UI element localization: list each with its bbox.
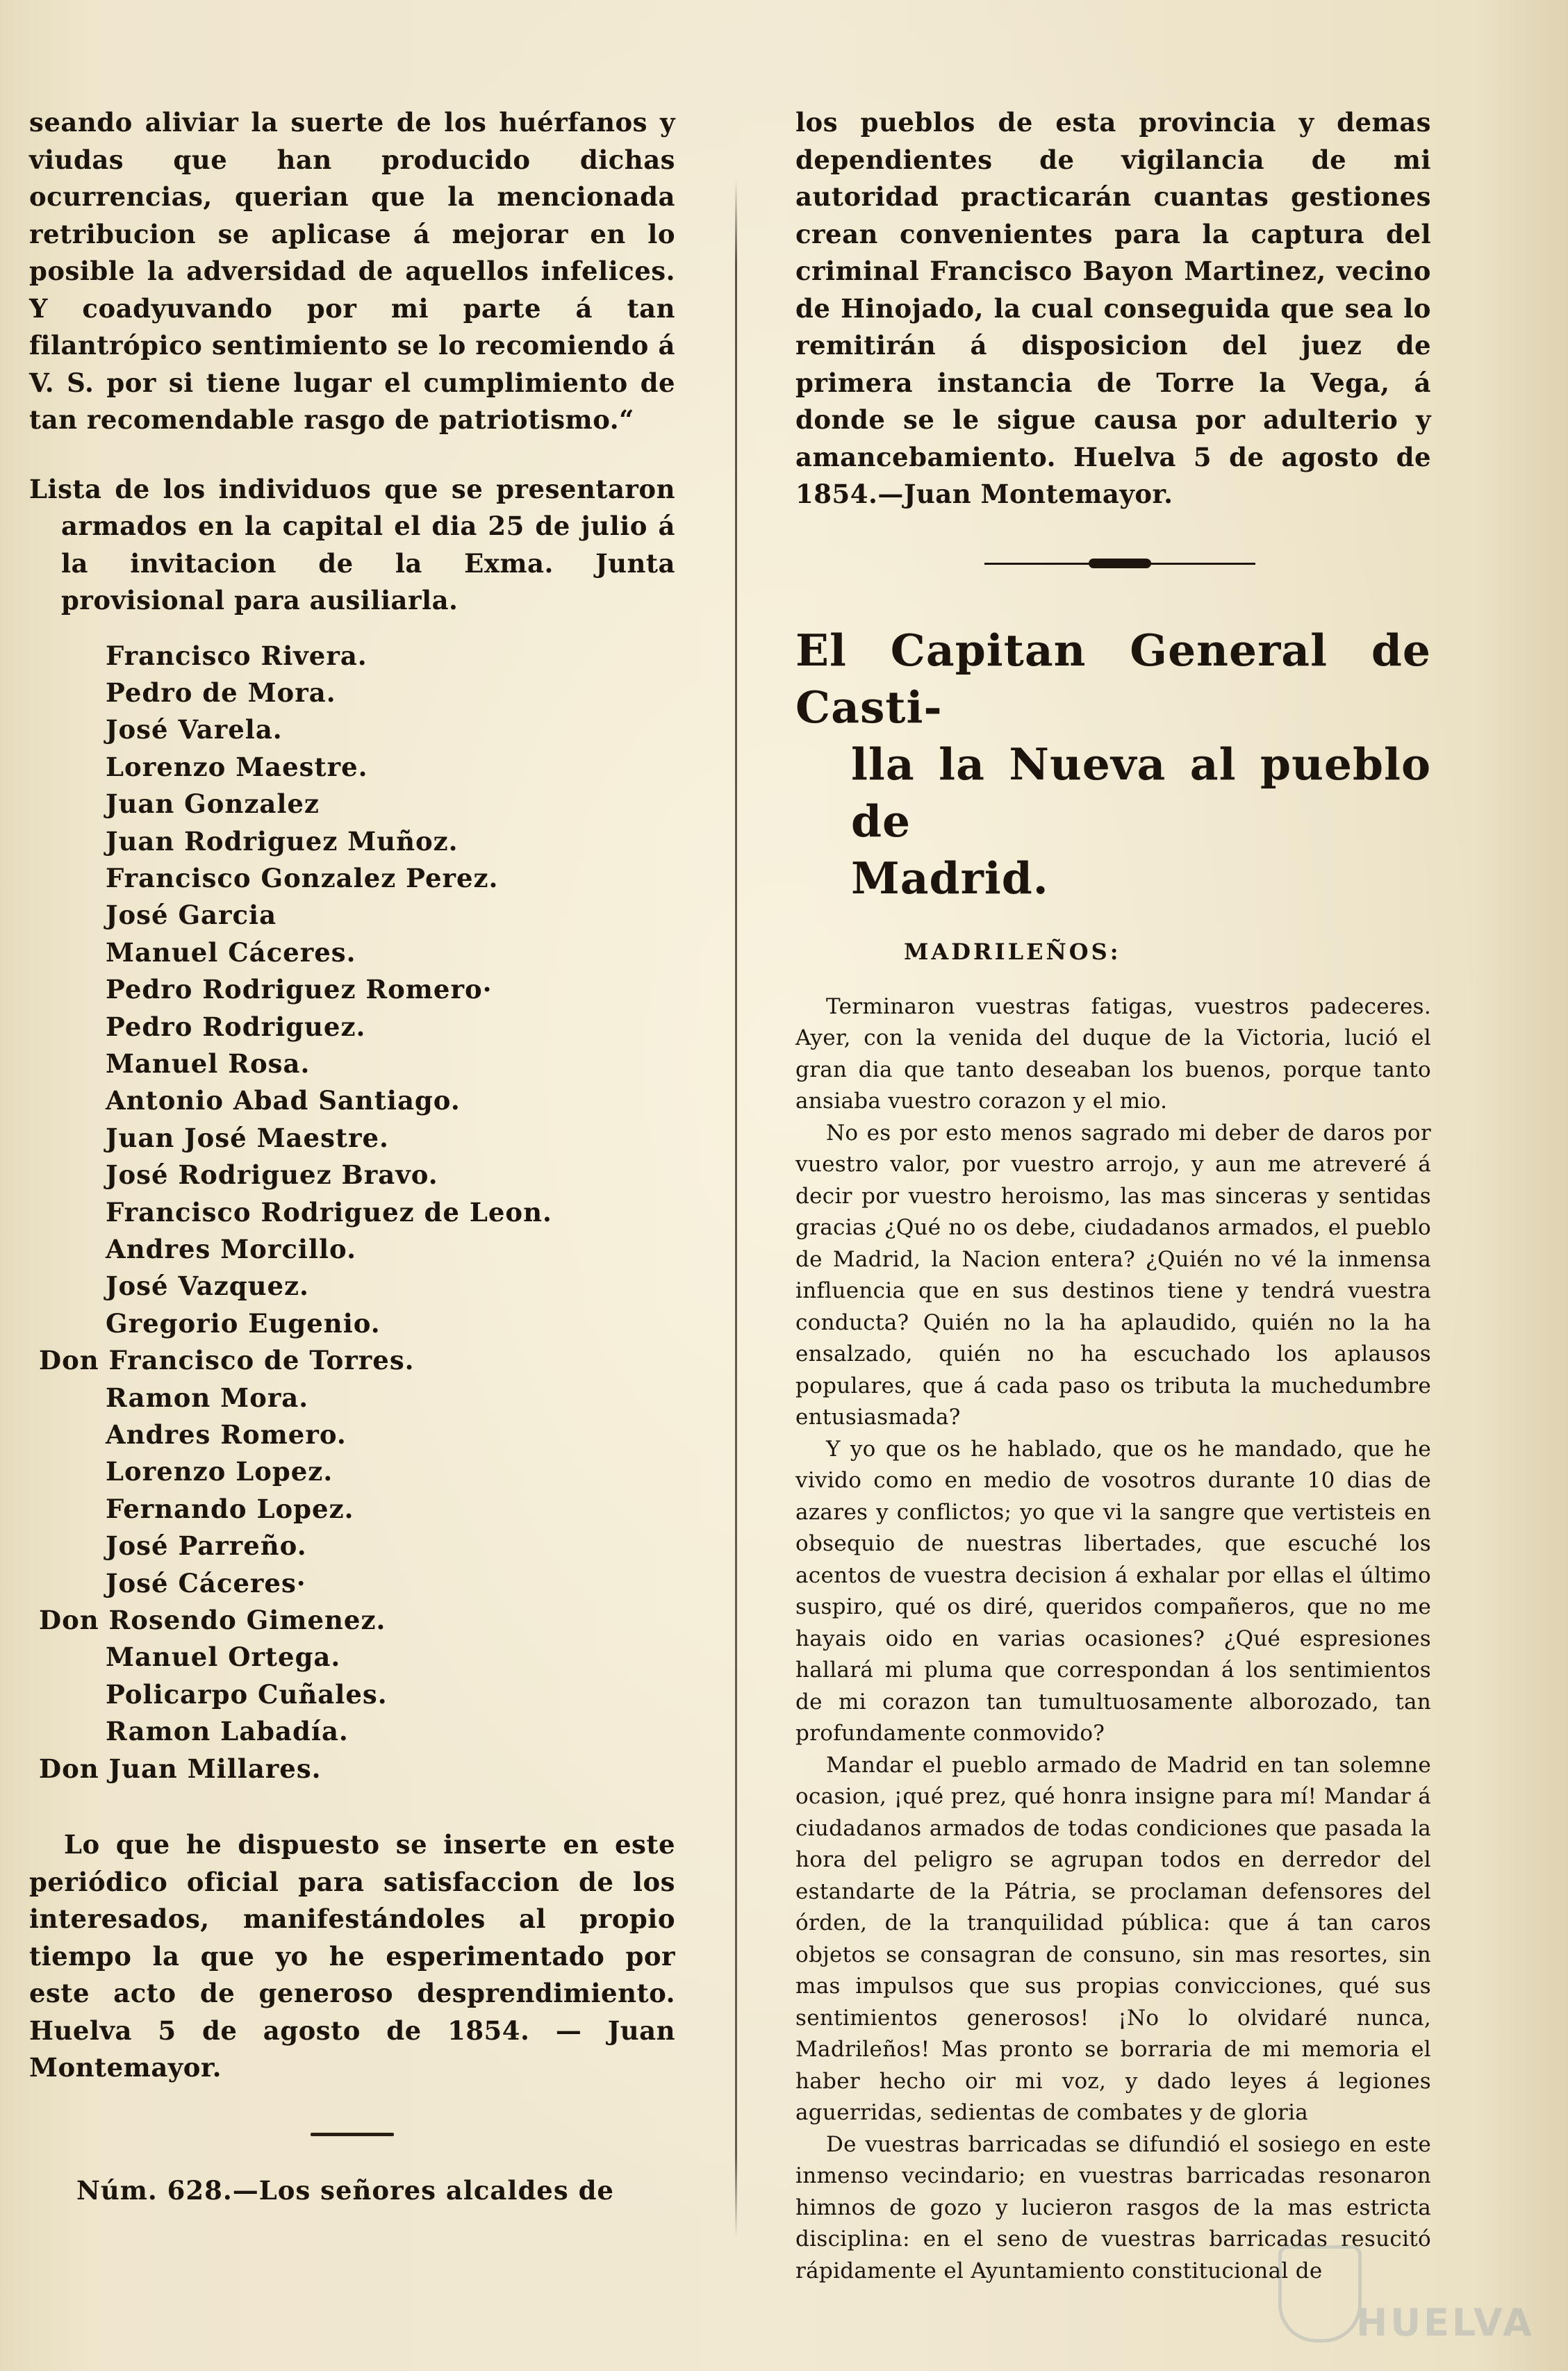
headline-line: lla la Nueva al pueblo de <box>851 738 1431 847</box>
divider-ornament <box>1089 559 1151 568</box>
article-headline <box>795 622 1431 907</box>
body-paragraph: Terminaron vuestras fatigas, vuestros padeceres. Ayer, con la venida del duque de la Victoria, lució el gran dia que tanto deseaban los buenos, porque tanto ansiaba vuestro corazon y el mio. <box>795 993 1431 1114</box>
member-list-item: José Garcia <box>106 900 277 931</box>
member-list-item: Lorenzo Maestre. <box>106 751 368 782</box>
member-list-item: José Vazquez. <box>106 1271 309 1302</box>
opening-paragraph: seando aliviar la suerte de los huérfanos y viudas que han producido dichas ocurrencias, querian que la mencionada retribucion se aplicase á mejorar en lo posible la adversidad de aquellos infelices. Y coadyuvando por mi parte á tan filantrópico sentimiento se lo recomiendo á V. S. por si tiene lugar el cumplimiento de tan recomendable rasgo de patriotismo.“ <box>29 107 675 435</box>
member-list-item: Francisco Rivera. <box>106 640 368 671</box>
member-list-item: Don Juan Millares. <box>39 1753 322 1784</box>
ornamental-divider <box>984 558 1255 569</box>
body-paragraph: Y yo que os he hablado, que os he mandado, que he vivido como en medio de vosotros durante 10 dias de azares y conflictos; yo que vi la sangre que vertisteis en obsequio de nuestras libertades, que escuché los acentos de vuestra decision á exhalar por ellas el último suspiro, qué os diré, queridos compañeros, que no me hayais oido en varias ocasiones? ¿Qué espresiones hallará mi pluma que correspondan á los sentimientos de mi corazon tan tumultuosamente alborozado, tan profundamente conmovido? <box>795 1436 1431 1746</box>
member-list-item: José Rodriguez Bravo. <box>106 1159 438 1191</box>
member-list-item: Policarpo Cuñales. <box>106 1678 388 1710</box>
section-rule <box>311 2133 394 2136</box>
member-list-item: Manuel Ortega. <box>106 1642 341 1673</box>
member-list-item: Lorenzo Lopez. <box>106 1456 333 1487</box>
member-list-item: Don Rosendo Gimenez. <box>39 1605 386 1636</box>
member-list-item: Don Francisco de Torres. <box>39 1345 415 1376</box>
member-list-item: Ramon Mora. <box>106 1382 309 1413</box>
member-list-item: José Parreño. <box>106 1530 307 1562</box>
member-list-item: Francisco Gonzalez Perez. <box>106 862 499 893</box>
member-list-item: Antonio Abad Santiago. <box>106 1085 461 1116</box>
closing-paragraph: Lo que he dispuesto se inserte en este periódico oficial para satisfaccion de los interesados, manifestándoles al propio tiempo la que yo he esperimentado por este acto de generoso desprendimiento. Huelva 5 de agosto de 1854. — Juan Montemayor. <box>29 1829 675 2083</box>
headline-line: Madrid. <box>851 852 1049 904</box>
member-list-item: Juan José Maestre. <box>106 1122 389 1153</box>
left-column <box>29 104 675 2209</box>
member-list-item: Ramon Labadía. <box>106 1716 349 1747</box>
archive-watermark <box>1273 2245 1535 2349</box>
member-list-item: Francisco Rodriguez de Leon. <box>106 1196 552 1228</box>
member-list-item: José Cáceres· <box>106 1567 306 1598</box>
numbered-notice-start: Núm. 628.—Los señores alcaldes de <box>76 2174 614 2206</box>
member-list-item: Juan Gonzalez <box>106 788 320 820</box>
member-list-item: Juan Rodriguez Muñoz. <box>106 825 459 857</box>
right-column <box>795 104 1431 2287</box>
member-list-item: Pedro Rodriguez Romero· <box>106 974 493 1005</box>
watermark-text: HUELVA <box>1356 2301 1535 2345</box>
member-list-item: Andres Romero. <box>106 1419 347 1451</box>
member-list <box>29 638 675 1788</box>
column-divider <box>735 181 737 2237</box>
member-list-item: Gregorio Eugenio. <box>106 1307 381 1339</box>
body-paragraph: No es por esto menos sagrado mi deber de daros por vuestro valor, por vuestro arrojo, y aun me atreveré á decir por vuestro heroismo, las mas sinceras y sentidas gracias ¿Qué no os debe, ciudadanos armados, el pueblo de Madrid, la Nacion entera? ¿Quién no vé la inmensa influencia que en sus destinos tiene y tendrá vuestra conducta? Quién no la ha aplaudido, quién no la ha ensalzado, quién no ha escuchado los aplausos populares, que á cada paso os tributa la muchedumbre entusiasmada? <box>795 1120 1431 1430</box>
salutation: MADRILEÑOS: <box>904 938 1121 965</box>
member-list-item: Andres Morcillo. <box>106 1234 356 1264</box>
body-paragraph: De vuestras barricadas se difundió el sosiego en este inmenso vecindario; en vuestras barricadas resonaron himnos de gozo y lucieron rasgos de la mas estricta disciplina: en el seno de vuestras barricadas resucitó rápidamente el Ayuntamiento constitucional de <box>795 2131 1431 2283</box>
member-list-item: José Varela. <box>106 714 283 745</box>
member-list-item: Pedro Rodriguez. <box>106 1011 366 1042</box>
member-list-item: Manuel Cáceres. <box>106 936 356 968</box>
body-paragraph: Mandar el pueblo armado de Madrid en tan solemne ocasion, ¡qué prez, qué honra insigne para mí! Mandar á ciudadanos armados de todas condiciones que pasada la hora del peligro se agrupan todos en derredor del estandarte de la Pátria, se proclaman defensores del órden, de la tranquilidad pública: que á tan caros objetos se consagran de consuno, sin mas resortes, sin mas impulsos que sus propias convicciones, qué sus sentimientos generosos! ¡No lo olvidaré nunca, Madrileños! Mas pronto se borraria de mi memoria el haber hecho oir mi voz, y dado leyes á legiones aguerridas, sedientas de combates y de gloria <box>795 1752 1431 2125</box>
member-list-item: Fernando Lopez. <box>106 1493 354 1524</box>
headline-line: El Capitan General de Casti- <box>795 624 1431 733</box>
member-list-item: Pedro de Mora. <box>106 677 336 708</box>
member-list-item: Manuel Rosa. <box>106 1048 311 1079</box>
member-list-intro: Lista de los individuos que se presentaron armados en la capital el dia 25 de julio á la invitacion de la Exma. Junta provisional para ausiliarla. <box>29 473 675 616</box>
continuation-paragraph: los pueblos de esta provincia y demas dependientes de vigilancia de mi autoridad practicarán cuantas gestiones crean convenientes para la captura del criminal Francisco Bayon Martinez, vecino de Hinojado, la cual conseguida que sea lo remitirán á disposicion del juez de primera instancia de Torre la Vega, á donde se le sigue causa por adulterio y amancebamiento. Huelva 5 de agosto de 1854.—Juan Montemayor. <box>795 107 1431 509</box>
shield-crest-icon <box>1278 2245 1362 2343</box>
